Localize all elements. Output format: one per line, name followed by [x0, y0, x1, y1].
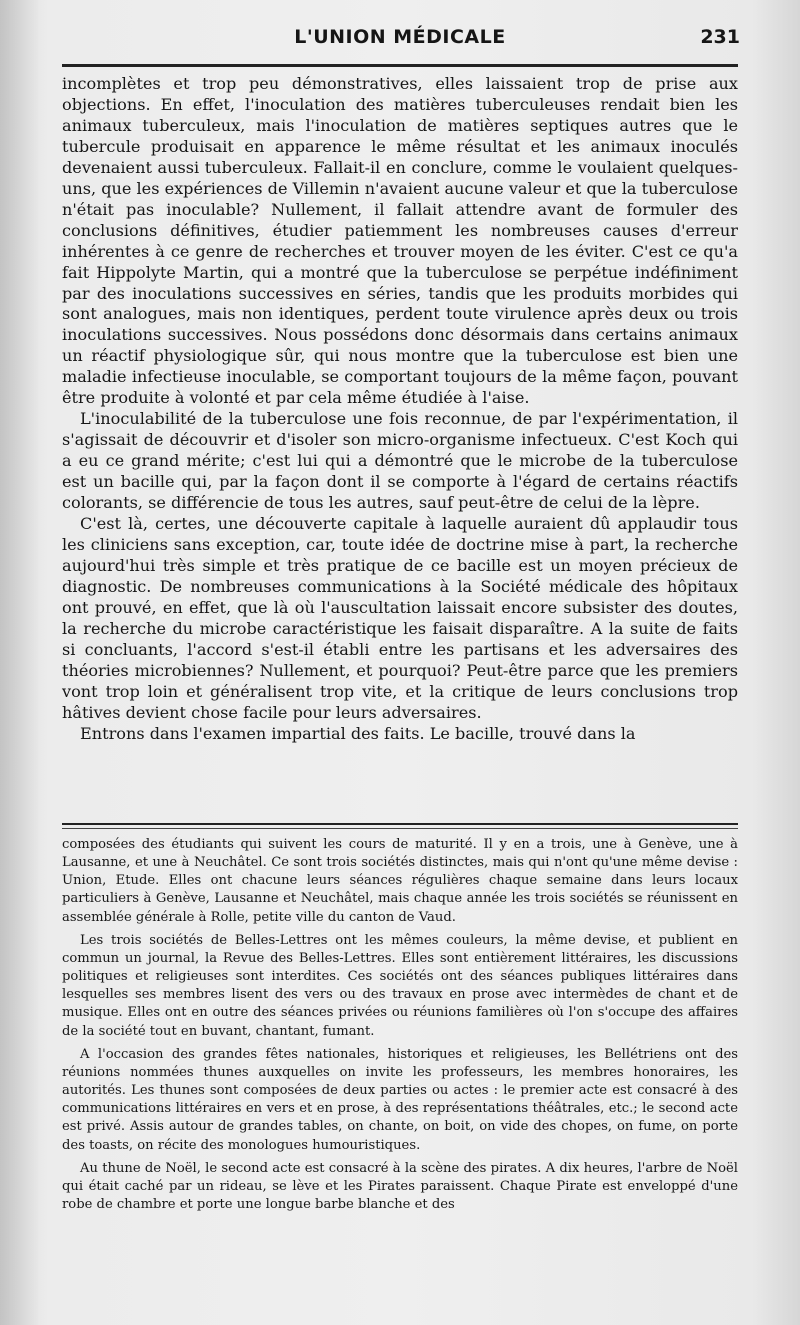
- footnote-paragraph: A l'occasion des grandes fêtes nationales, historiques et religieuses, les Bellétriens ont des réunions nommées thunes auxquelles on invite les professeurs, les membres honoraires, les autorités. Les thunes sont composées de deux parties ou actes : le premier acte est consacré à des communications littéraires en vers et en prose, à des représentations théâtrales, etc.; le second acte est privé. Assis autour de grandes tables, on chante, on boit, on vide des chopes, on fume, on porte des toasts, on récite des monologues humouristiques.: [62, 1046, 738, 1153]
- scan-edge-shadow: [0, 0, 40, 1325]
- page-number: 231: [700, 26, 740, 48]
- body-paragraph: Entrons dans l'examen impartial des faits. Le bacille, trouvé dans la: [80, 723, 636, 743]
- footnote-paragraph: Les trois sociétés de Belles-Lettres ont les mêmes couleurs, la même devise, et publient en commun un journal, la Revue des Belles-Lettres. Elles sont entièrement littéraires, les discussions politiques et religieuses sont interdites. Ces sociétés ont des séances publiques littéraires dans lesquelles ses membres lisent des vers ou des travaux en prose avec intermèdes de chant et de musique. Elles ont en outre des séances privées ou réunions familières où l'on s'occupe des affaires de la société tout en buvant, chantant, fumant.: [62, 932, 738, 1039]
- body-paragraph: incomplètes et trop peu démonstratives, elles laissaient trop de prise aux objections. En effet, l'inoculation des matières tuberculeuses rendait bien les animaux tuberculeux, mais l'inoculation de matières septiques autres que le tubercule produisait en apparence le même résultat et les animaux inoculés devenaient aussi tuberculeux. Fallait-il en conclure, comme le voulaient quelques-uns, que les expériences de Villemin n'avaient aucune valeur et que la tuberculose n'était pas inoculable? Nullement, il fallait attendre avant de formuler des conclusions définitives, étudier patiemment les nombreuses causes d'erreur inhérentes à ce genre de recherches et trouver moyen de les éviter. C'est ce qu'a fait Hippolyte Martin, qui a montré que la tuberculose se perpétue indéfiniment par des inoculations successives en séries, tandis que les produits morbides qui sont analogues, mais non identiques, perdent toute virulence après deux ou trois inoculations successives. Nous possédons donc désormais dans certains animaux un réactif physiologique sûr, qui nous montre que la tuberculose est bien une maladie infectieuse inoculable, se comportant toujours de la même façon, pouvant être produite à volonté et par cela même étudiée à l'aise.: [62, 74, 738, 408]
- page-header: [60, 26, 740, 56]
- body-paragraph: C'est là, certes, une découverte capitale à laquelle auraient dû applaudir tous les cliniciens sans exception, car, toute idée de doctrine mise à part, la recherche aujourd'hui très simple et très pratique de ce bacille est un moyen précieux de diagnostic. De nombreuses communications à la Société médicale des hôpitaux ont prouvé, en effet, que là où l'auscultation laissait encore subsister des doutes, la recherche du microbe caractéristique les faisait disparaître. A la suite de faits si concluants, l'accord s'est-il établi entre les partisans et les adversaires des théories microbiennes? Nullement, et pourquoi? Peut-être parce que les premiers vont trop loin et généralisent trop vite, et la critique de leurs conclusions trop hâtives devient chose facile pour leurs adversaires.: [62, 514, 738, 722]
- header-rule: [62, 64, 738, 67]
- footnotes: [62, 836, 738, 1219]
- footnote-paragraph: Au thune de Noël, le second acte est consacré à la scène des pirates. A dix heures, l'arbre de Noël qui était caché par un rideau, se lève et les Pirates paraissent. Chaque Pirate est enveloppé d'une robe de chambre et porte une longue barbe blanche et des: [62, 1160, 738, 1212]
- footnote-rule: [62, 823, 738, 829]
- body-paragraph: L'inoculabilité de la tuberculose une fois reconnue, de par l'expérimentation, il s'agissait de découvrir et d'isoler son micro-organisme infectueux. C'est Koch qui a eu ce grand mérite; c'est lui qui a démontré que le microbe de la tuberculose est un bacille qui, par la façon dont il se comporte à l'égard de certains réactifs colorants, se différencie de tous les autres, sauf peut-être de celui de la lèpre.: [62, 409, 738, 513]
- main-text: [62, 74, 738, 745]
- footnote-paragraph: composées des étudiants qui suivent les cours de maturité. Il y en a trois, une à Genève, une à Lausanne, et une à Neuchâtel. Ce sont trois sociétés distinctes, mais qui n'ont qu'une même devise : Union, Etude. Elles ont chacune leurs séances régulières chaque semaine dans leurs locaux particuliers à Genève, Lausanne et Neuchâtel, mais chaque année les trois sociétés se réunissent en assemblée générale à Rolle, petite ville du canton de Vaud.: [62, 837, 738, 925]
- running-title: L'UNION MÉDICALE: [294, 26, 506, 48]
